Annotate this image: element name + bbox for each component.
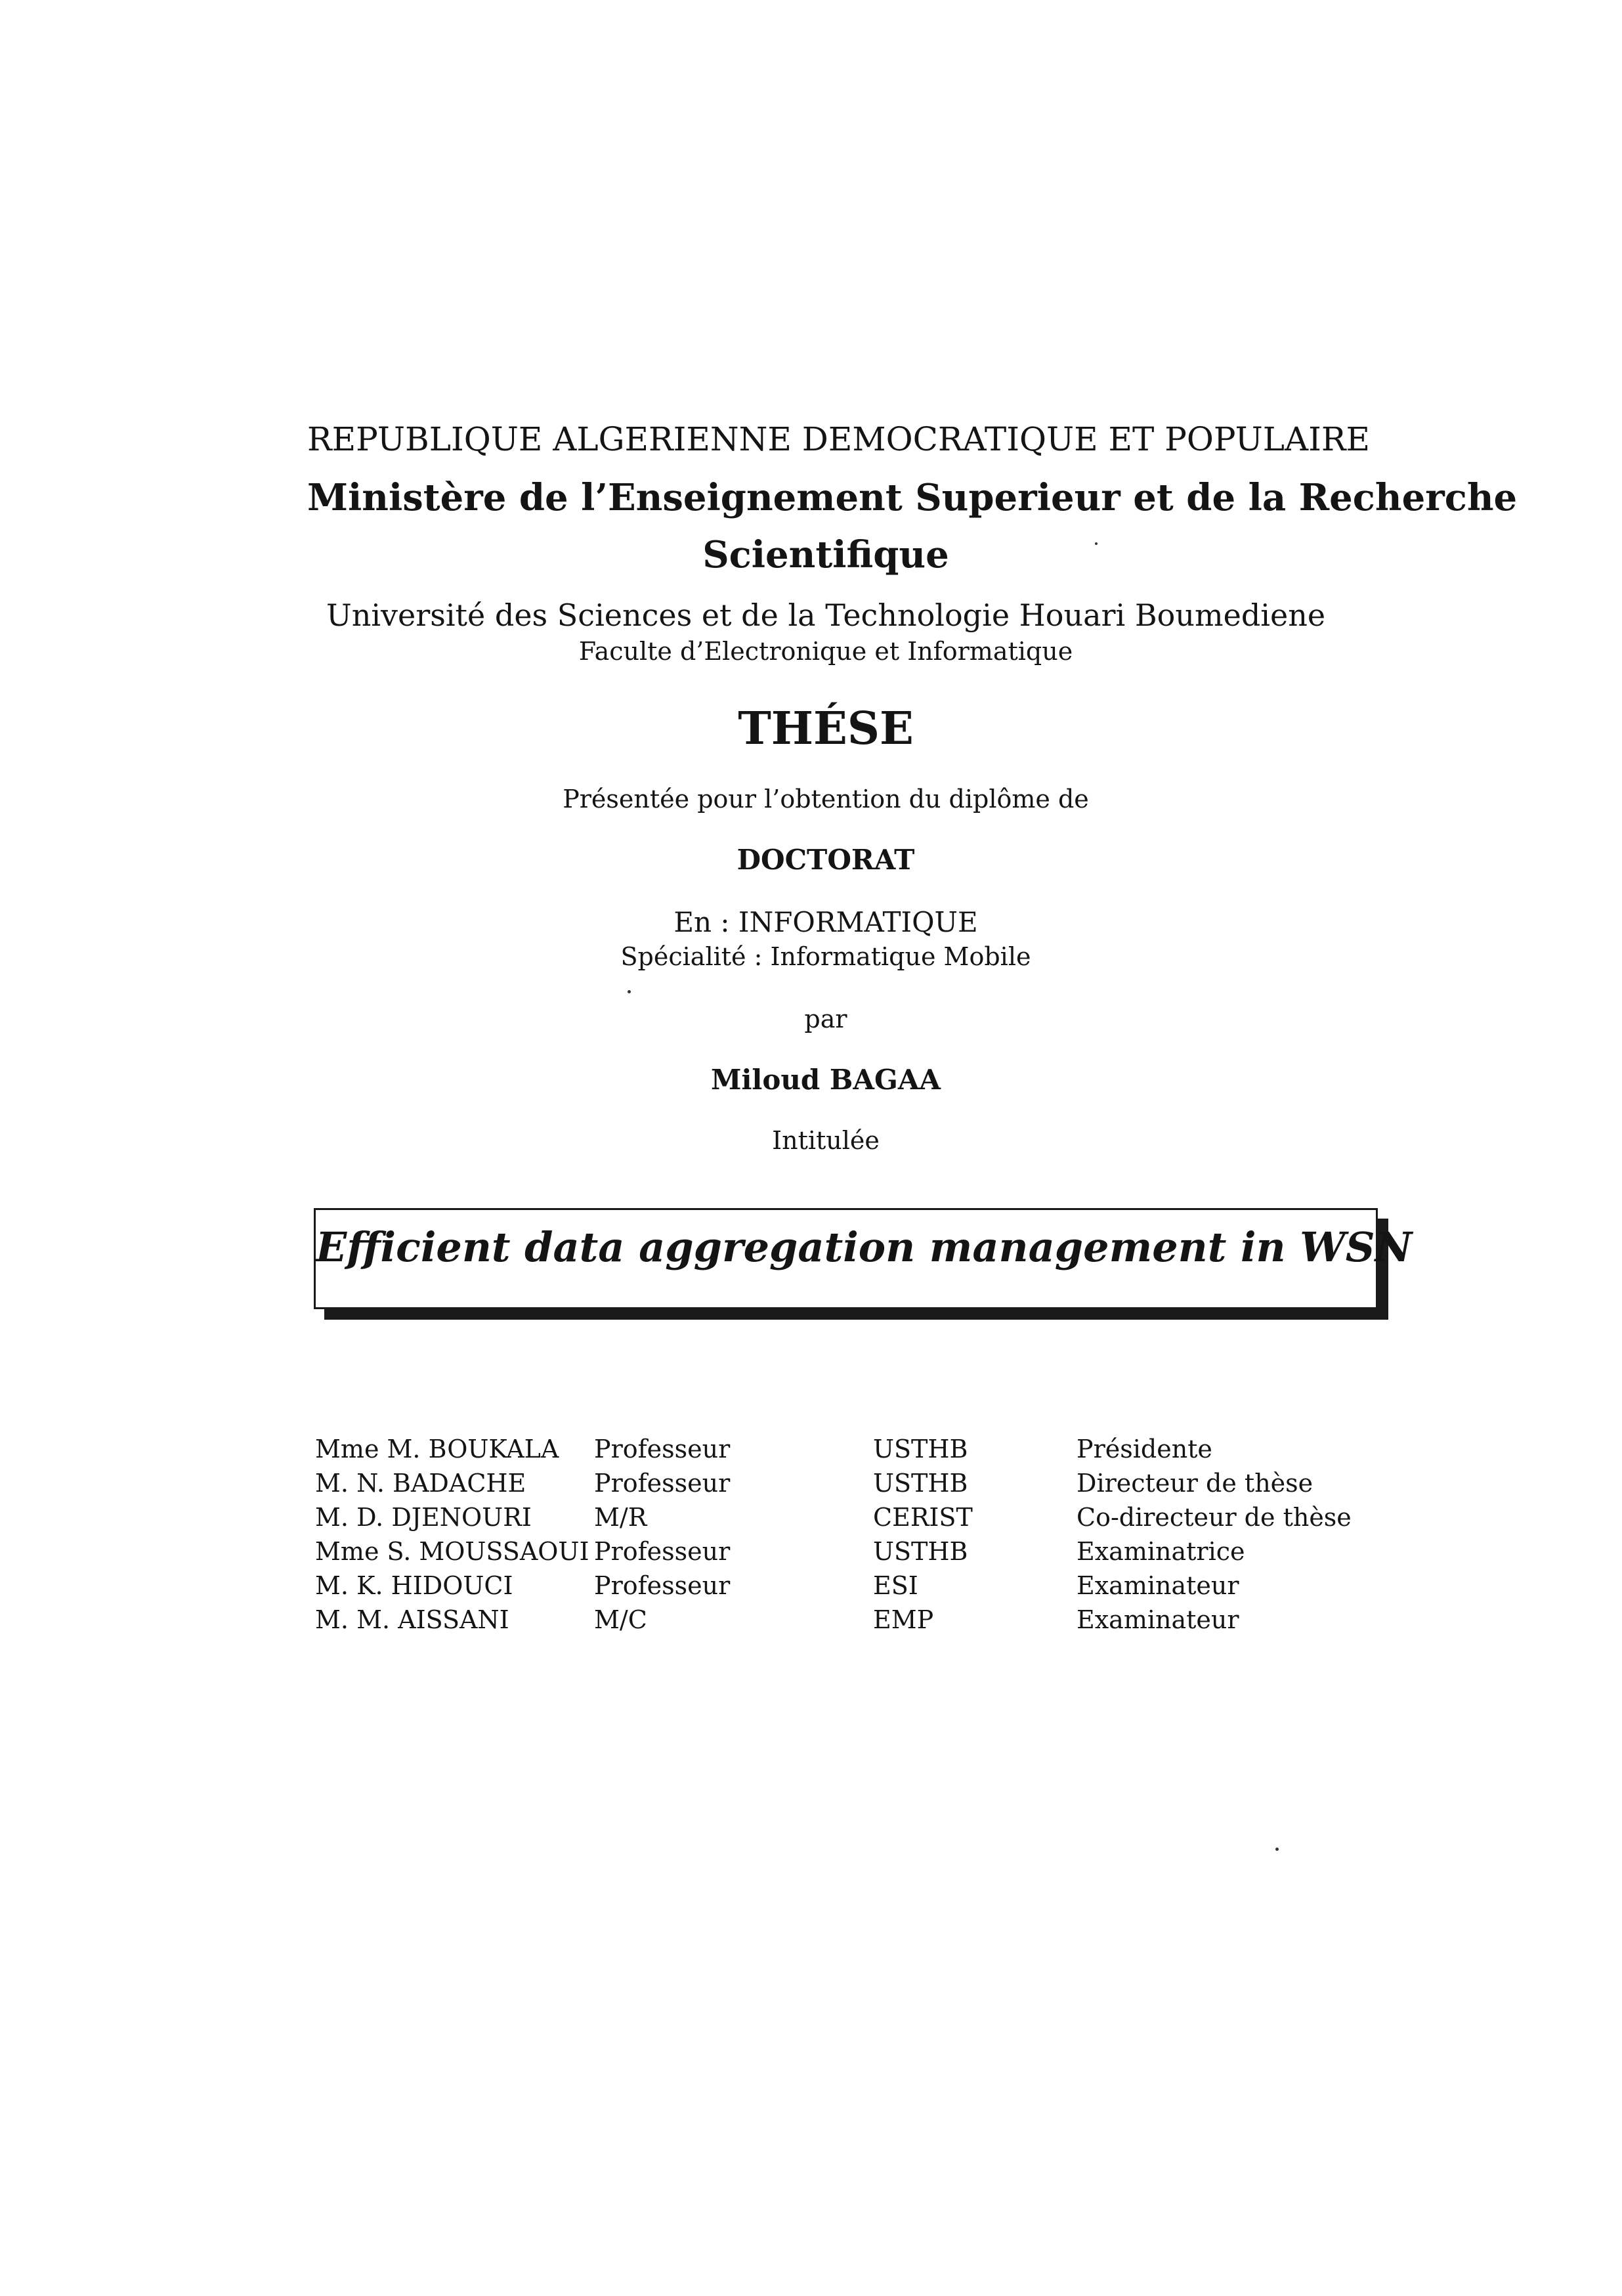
jury-row xyxy=(315,1605,1405,1639)
ministere-heading: Ministère de l’Enseignement Superieur et de la Recherche xyxy=(307,476,1518,519)
scan-speck xyxy=(1275,1848,1279,1851)
jury-member-grade: Professeur xyxy=(594,1571,731,1600)
jury-member-grade: M/R xyxy=(594,1503,647,1532)
jury-row xyxy=(315,1537,1405,1571)
jury-member-role: Examinatrice xyxy=(1077,1537,1245,1566)
jury-member-name: Mme M. BOUKALA xyxy=(315,1435,559,1463)
intitulee-text: Intitulée xyxy=(772,1126,880,1155)
jury-member-name: Mme S. MOUSSAOUI xyxy=(315,1537,589,1566)
jury-member-role: Examinateur xyxy=(1077,1605,1239,1634)
jury-member-grade: Professeur xyxy=(594,1537,731,1566)
universite-heading: Université des Sciences et de la Technologie Houari Boumediene xyxy=(326,597,1326,633)
jury-table-body xyxy=(315,1435,1405,1639)
jury-member-role: Présidente xyxy=(1077,1435,1212,1463)
domaine-text: En : INFORMATIQUE xyxy=(673,906,978,938)
scan-speck xyxy=(1095,542,1098,545)
jury-member-institution: CERIST xyxy=(873,1503,973,1532)
jury-row xyxy=(315,1435,1405,1469)
jury-member-grade: Professeur xyxy=(594,1469,731,1498)
jury-row xyxy=(315,1469,1405,1503)
par-text: par xyxy=(804,1005,847,1033)
republique-heading: REPUBLIQUE ALGERIENNE DEMOCRATIQUE ET POPULAIRE xyxy=(307,420,1370,458)
jury-member-role: Examinateur xyxy=(1077,1571,1239,1600)
jury-member-name: M. D. DJENOURI xyxy=(315,1503,532,1532)
these-label: THÉSE xyxy=(738,703,914,755)
thesis-title-box xyxy=(314,1208,1413,1309)
jury-member-institution: ESI xyxy=(873,1571,918,1600)
jury-member-role: Co-directeur de thèse xyxy=(1077,1503,1352,1532)
diplome-label: DOCTORAT xyxy=(736,844,915,876)
jury-row xyxy=(315,1503,1405,1537)
jury-member-institution: USTHB xyxy=(873,1469,968,1498)
ministere-heading-continued: Scientifique xyxy=(702,533,949,576)
jury-member-name: M. K. HIDOUCI xyxy=(315,1571,513,1600)
jury-member-name: M. N. BADACHE xyxy=(315,1469,526,1498)
jury-member-institution: USTHB xyxy=(873,1537,968,1566)
jury-row xyxy=(315,1571,1405,1605)
jury-member-institution: EMP xyxy=(873,1605,934,1634)
jury-member-role: Directeur de thèse xyxy=(1077,1469,1313,1498)
jury-table xyxy=(315,1435,1405,1639)
thesis-title: Efficient data aggregation management in WSN xyxy=(316,1223,1413,1271)
author-name: Miloud BAGAA xyxy=(710,1064,941,1096)
jury-member-name: M. M. AISSANI xyxy=(315,1605,509,1634)
faculte-heading: Faculte d’Electronique et Informatique xyxy=(578,637,1073,666)
jury-member-grade: Professeur xyxy=(594,1435,731,1463)
presentee-text: Présentée pour l’obtention du diplôme de xyxy=(563,785,1089,813)
specialite-text: Spécialité : Informatique Mobile xyxy=(620,942,1031,971)
jury-member-grade: M/C xyxy=(594,1605,647,1634)
scan-speck xyxy=(628,990,631,993)
jury-member-institution: USTHB xyxy=(873,1435,968,1463)
